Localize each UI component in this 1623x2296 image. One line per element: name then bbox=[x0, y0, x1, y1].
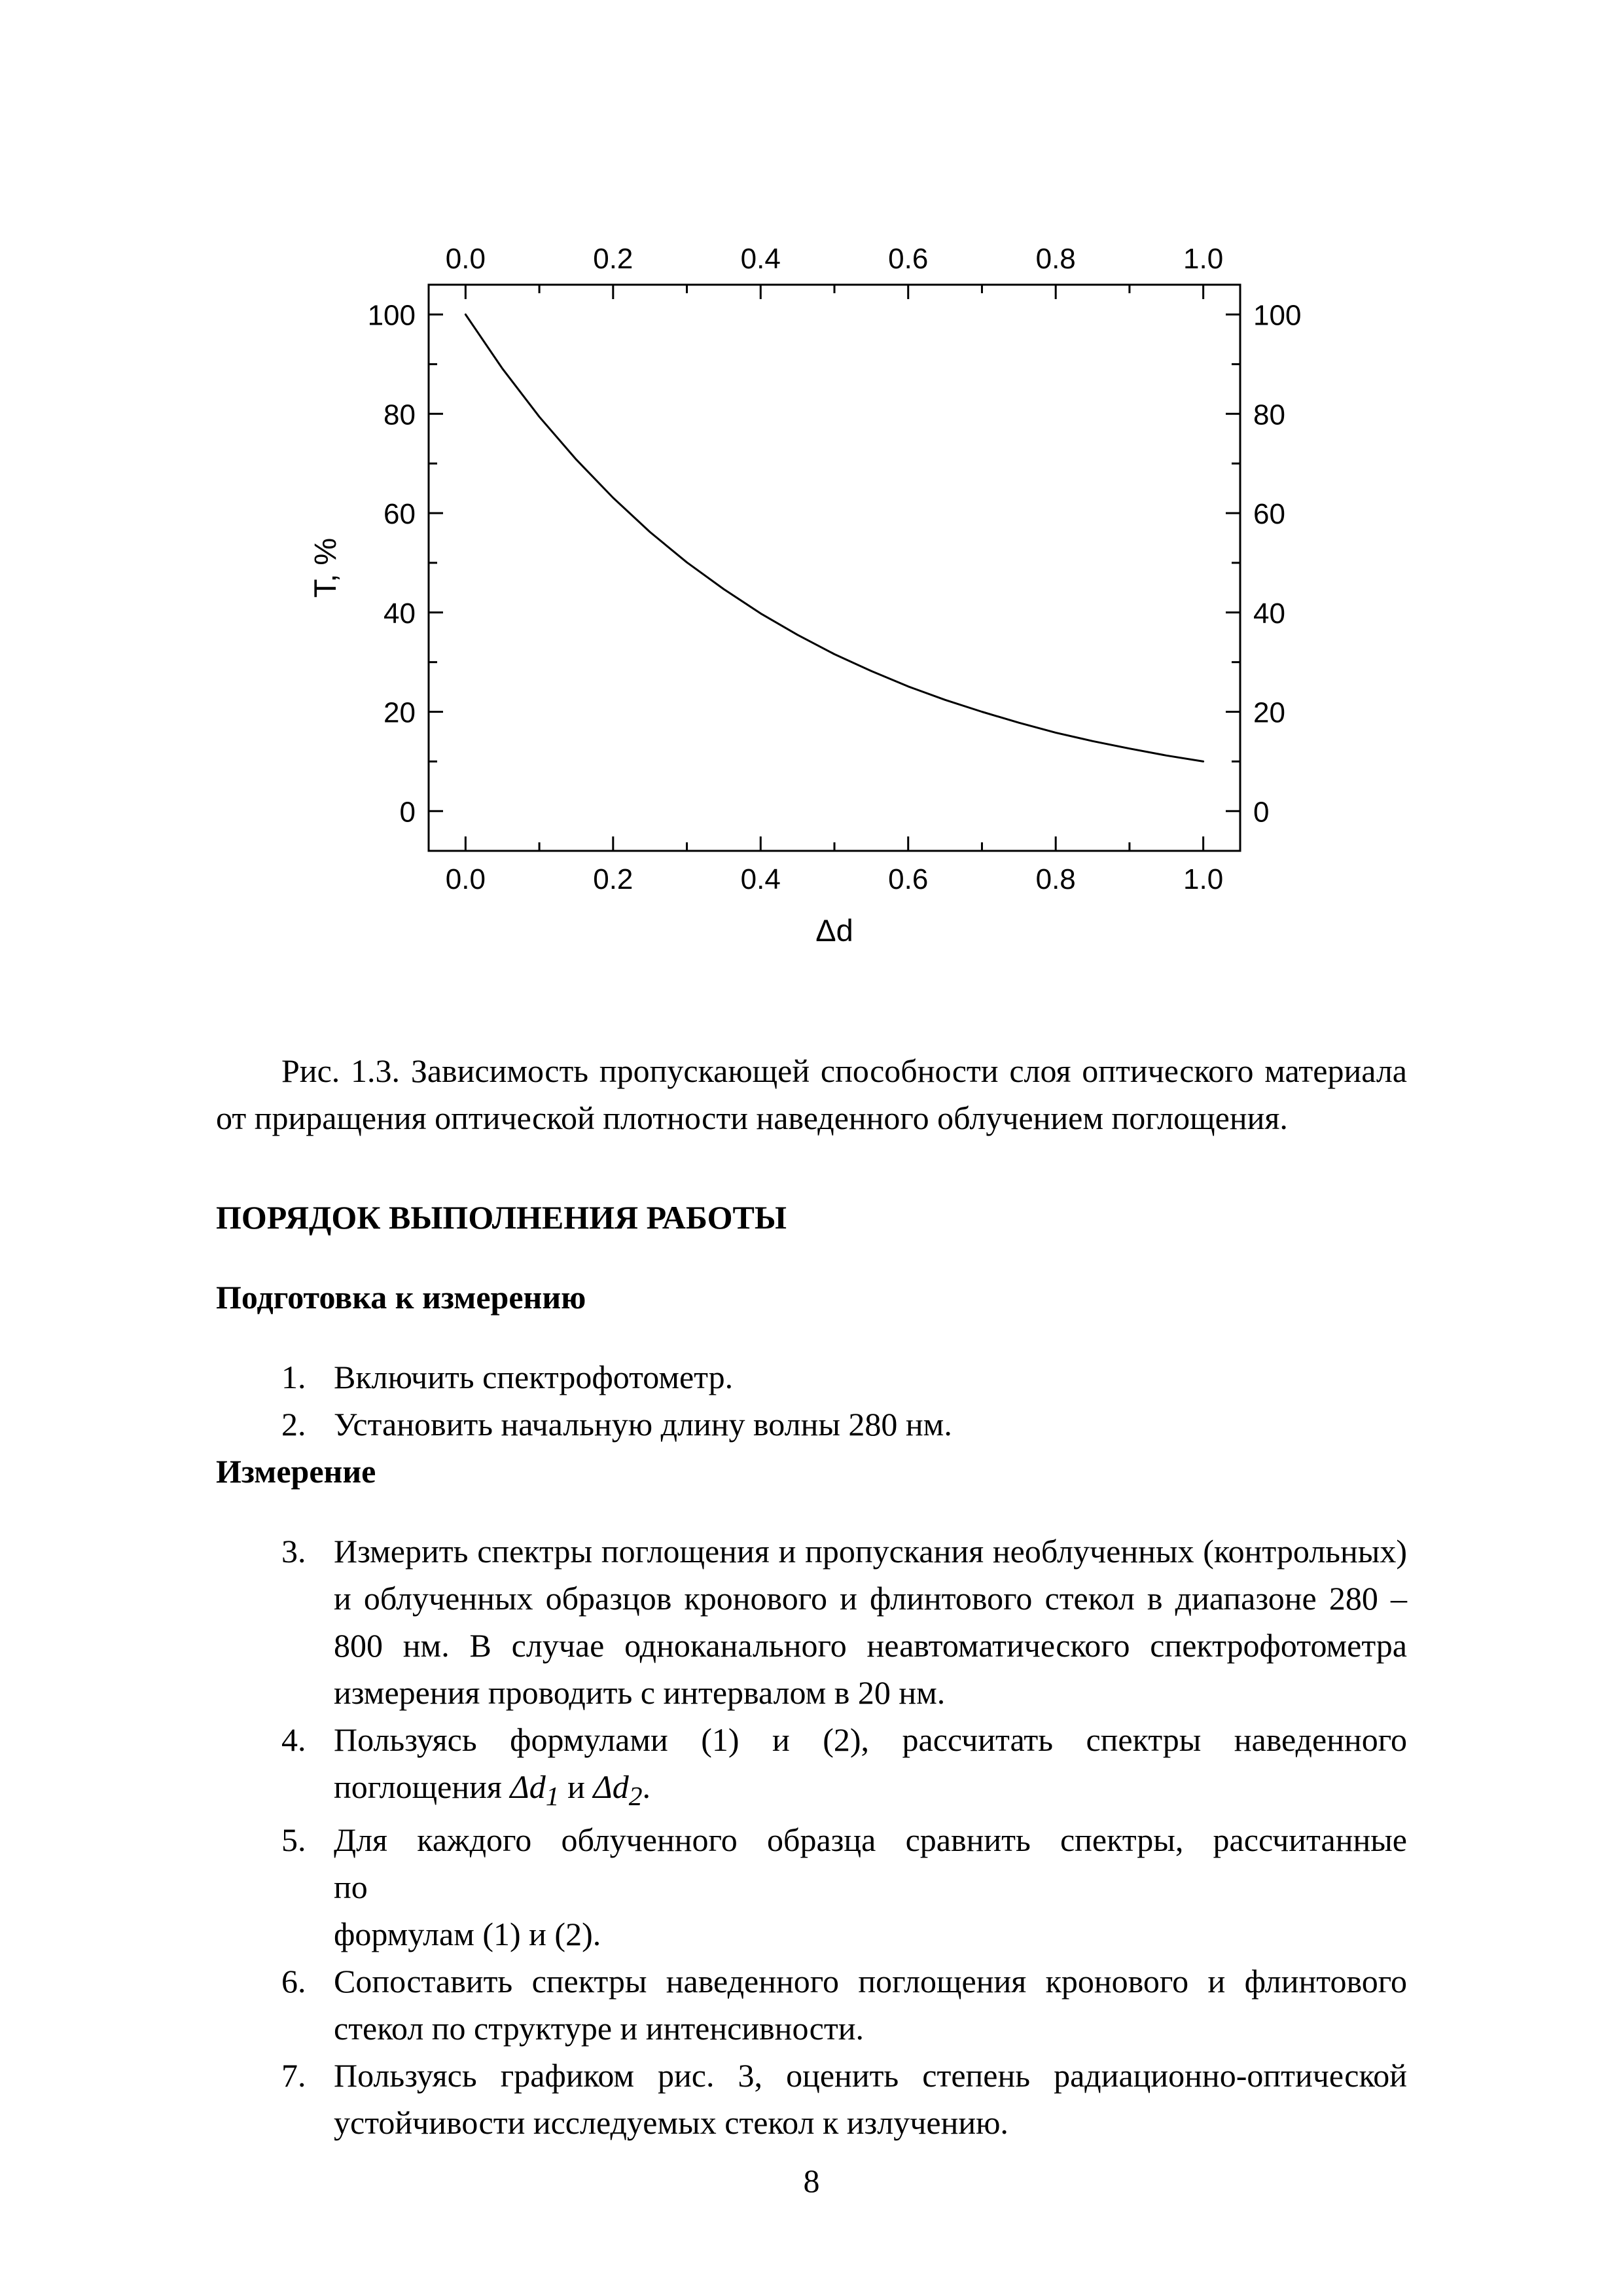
figure-chart bbox=[304, 0, 1319, 969]
subsection-heading-preparation: Подготовка к измерению bbox=[216, 1279, 586, 1316]
list-item-4 bbox=[216, 1716, 1407, 1816]
svg-text:100: 100 bbox=[367, 299, 416, 332]
list-item-3 bbox=[216, 1528, 1407, 1716]
item-text: Включить спектрофотометр. bbox=[334, 1359, 734, 1395]
formula-subscript: 2 bbox=[628, 1782, 643, 1812]
item-text-segment: Пользуясь формулами (1) и (2), рассчитать спектры наведенного поглощения bbox=[334, 1721, 1407, 1805]
item-text-line: формулам (1) и (2). bbox=[334, 1916, 601, 1952]
item-number: 3. bbox=[281, 1533, 306, 1570]
svg-text:0.4: 0.4 bbox=[740, 243, 781, 275]
formula-delta-d1 bbox=[510, 1768, 560, 1812]
item-text: Измерить спектры поглощения и пропускания необлученных (контрольных) и облученных образцов кронового и флинтового стекол в диапазоне 280 – 800 нм. В случае одноканального неавтоматического спектрофотометра измерения проводить с интервалом в 20 нм. bbox=[334, 1533, 1407, 1711]
svg-text:0.4: 0.4 bbox=[740, 863, 781, 895]
svg-text:0.8: 0.8 bbox=[1035, 243, 1076, 275]
svg-text:0.0: 0.0 bbox=[445, 863, 486, 895]
svg-text:100: 100 bbox=[1253, 299, 1302, 332]
list-item-1 bbox=[216, 1354, 1407, 1401]
item-text: Сопоставить спектры наведенного поглощения кронового и флинтового стекол по структуре и интенсивности. bbox=[334, 1963, 1407, 2047]
item-number: 4. bbox=[281, 1721, 306, 1758]
item-number: 1. bbox=[281, 1359, 306, 1395]
item-text: Установить начальную длину волны 280 нм. bbox=[334, 1406, 952, 1443]
svg-text:0.8: 0.8 bbox=[1035, 863, 1076, 895]
svg-text:1.0: 1.0 bbox=[1183, 243, 1224, 275]
svg-text:40: 40 bbox=[1253, 597, 1285, 630]
item-number: 6. bbox=[281, 1963, 306, 2000]
item-text: Пользуясь графиком рис. 3, оценить степень радиационно-оптической устойчивости исследуемых стекол к излучению. bbox=[334, 2057, 1407, 2141]
page-content bbox=[216, 1047, 1407, 2146]
svg-text:Δd: Δd bbox=[815, 913, 853, 948]
formula-delta-d2 bbox=[593, 1768, 643, 1812]
formula-symbol: Δd bbox=[510, 1768, 546, 1805]
item-text-line: по bbox=[334, 1869, 368, 1905]
page-number: 8 bbox=[803, 2162, 820, 2199]
svg-text:0: 0 bbox=[1253, 796, 1270, 829]
item-number: 2. bbox=[281, 1406, 306, 1443]
item-text-line: Для каждого облученного образца сравнить спектры, рассчитанные bbox=[334, 1821, 1407, 1858]
list-item-6 bbox=[216, 1958, 1407, 2052]
svg-text:0.2: 0.2 bbox=[593, 243, 633, 275]
svg-text:20: 20 bbox=[1253, 696, 1285, 729]
item-text-segment: . bbox=[642, 1768, 651, 1805]
item-number: 7. bbox=[281, 2057, 306, 2094]
item-text bbox=[334, 1716, 1407, 1816]
item-text bbox=[334, 1816, 1407, 1958]
item-text-segment: и bbox=[559, 1768, 594, 1805]
svg-text:0.0: 0.0 bbox=[445, 243, 486, 275]
svg-text:20: 20 bbox=[383, 696, 416, 729]
formula-subscript: 1 bbox=[545, 1782, 560, 1812]
svg-text:60: 60 bbox=[1253, 498, 1285, 531]
item-number: 5. bbox=[281, 1821, 306, 1858]
svg-text:60: 60 bbox=[383, 498, 416, 531]
svg-text:0: 0 bbox=[399, 796, 416, 829]
list-item-2 bbox=[216, 1401, 1407, 1448]
svg-text:T, %: T, % bbox=[308, 537, 342, 598]
svg-text:0.2: 0.2 bbox=[593, 863, 633, 895]
svg-text:0.6: 0.6 bbox=[888, 243, 929, 275]
svg-text:80: 80 bbox=[383, 399, 416, 431]
list-item-7 bbox=[216, 2052, 1407, 2146]
figure-caption: Рис. 1.3. Зависимость пропускающей способности слоя оптического материала от приращения оптической плотности наведенного облучением поглощения. bbox=[216, 1052, 1407, 1136]
subsection-heading-measurement: Измерение bbox=[216, 1453, 376, 1490]
formula-symbol: Δd bbox=[593, 1768, 629, 1805]
section-heading: ПОРЯДОК ВЫПОЛНЕНИЯ РАБОТЫ bbox=[216, 1199, 787, 1236]
transmission-vs-density-chart bbox=[304, 236, 1319, 969]
svg-text:1.0: 1.0 bbox=[1183, 863, 1224, 895]
list-item-5 bbox=[216, 1816, 1407, 1958]
svg-text:40: 40 bbox=[383, 597, 416, 630]
svg-text:80: 80 bbox=[1253, 399, 1285, 431]
svg-text:0.6: 0.6 bbox=[888, 863, 929, 895]
